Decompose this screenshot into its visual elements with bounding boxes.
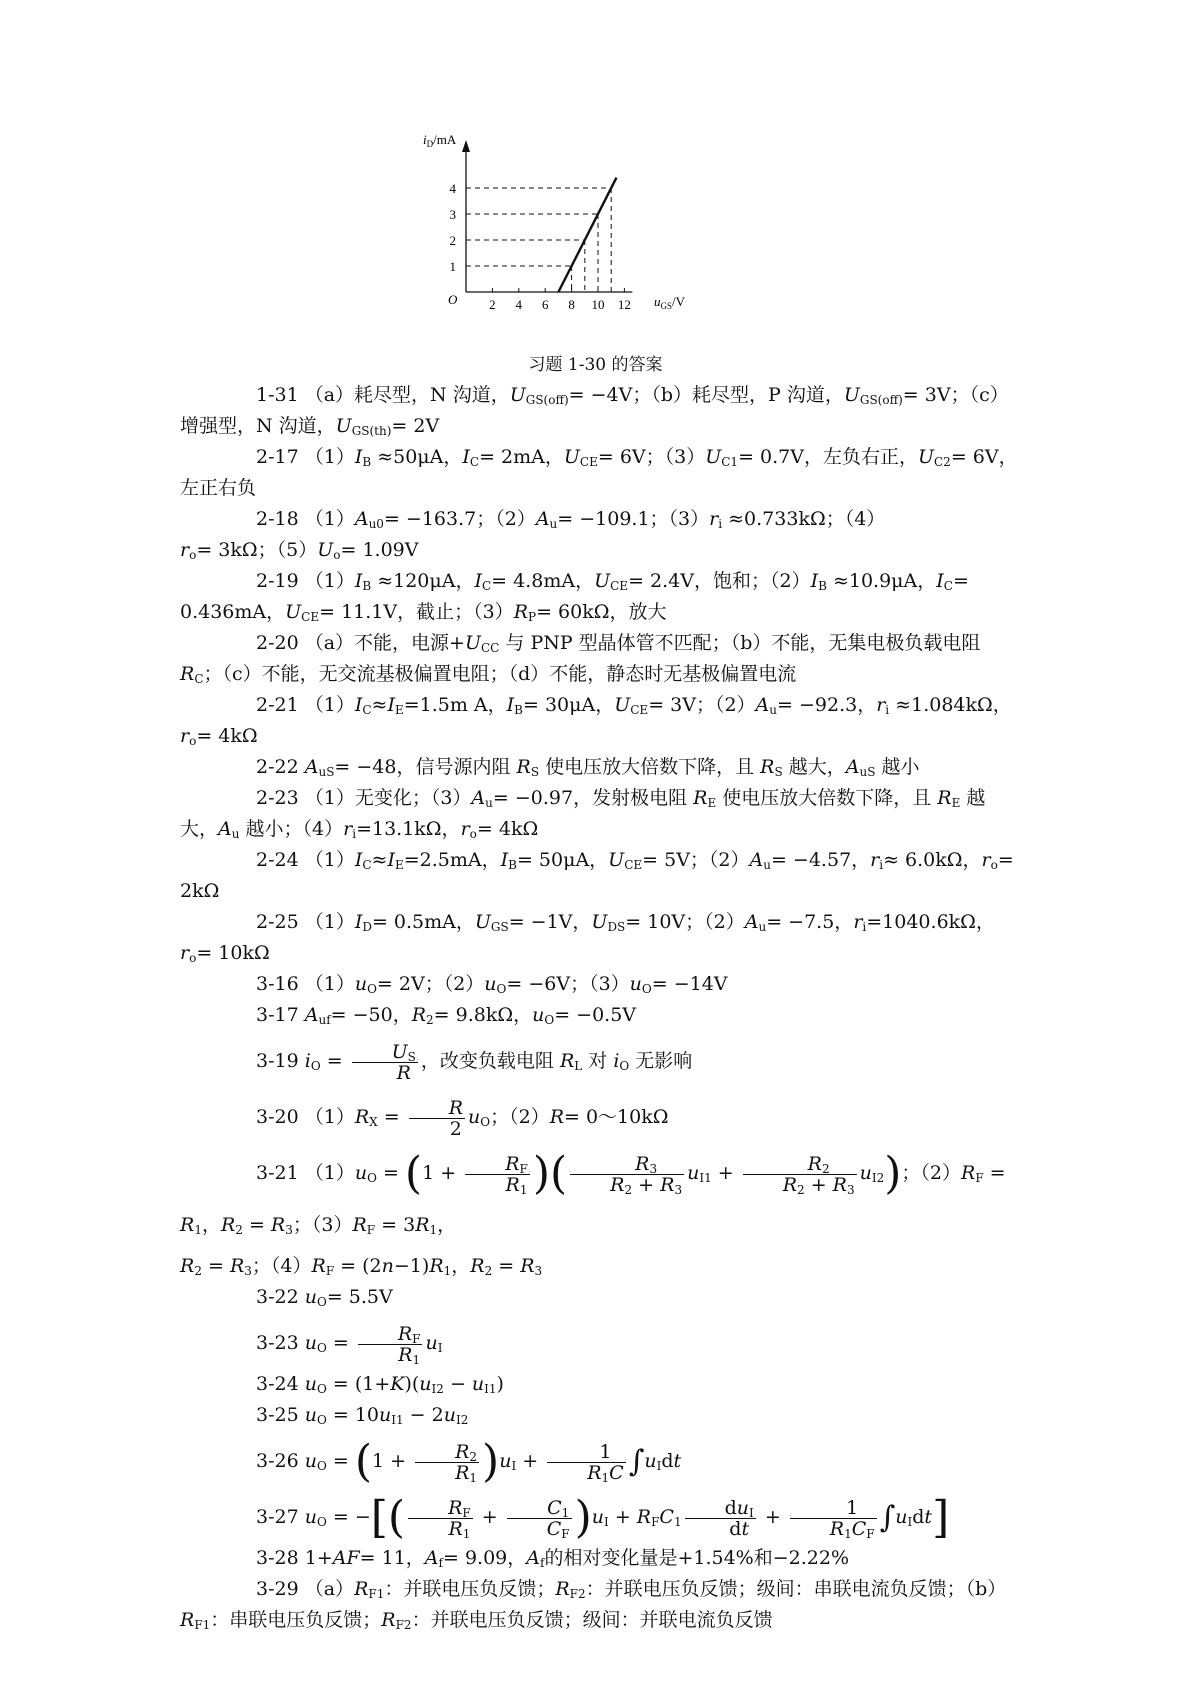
answer-3-29: 3-29 $(a)R_{F1}$：并联电压负反馈；$R_{F2}$：并联电压负反馈；级间：串联电流负反馈；$(b)R_{F1}$：串联电压负反馈；$R_{F2}$：并联电压负反馈；级间：并联电流负反馈 xyxy=(180,1578,1007,1632)
answer-2-20: 2-20 （a）不能，电源$+U_{CC}$ 与 PNP 型晶体管不匹配；（b）不能，无集电极负载电阻 $R_C$；（c）不能，无交流基极偏置电阻；（d）不能，静态时无基极偏置电流 xyxy=(180,632,981,686)
answer-list xyxy=(180,380,1020,1636)
answer-3-19: 3-19 $i_O$ = $\frac{U_S}{R}$ ，改变负载电阻 $R_L$ 对 $i_O$ 无影响 xyxy=(256,1040,693,1084)
y-axis-label: $i_D/mA$ xyxy=(423,132,457,149)
y-tick-label: 3 xyxy=(449,207,456,222)
transfer-characteristic-chart xyxy=(423,132,760,350)
answer-3-25: 3-25 $u_O = 10u_{I1} - 2u_{I2}$ xyxy=(256,1404,469,1427)
chart-axes xyxy=(462,140,632,292)
transfer-characteristic-figure xyxy=(423,132,760,370)
answer-3-22: 3-22 $u_O= 5.5V$ xyxy=(256,1286,393,1309)
answer-2-22: 2-22 $A_{uS}= -48$，信号源内阻 $R_S$ 使电压放大倍数下降，且 $R_S$ 越大，$A_{uS}$ 越小 xyxy=(256,756,920,779)
answer-code: 1-31 xyxy=(256,384,299,406)
answer-2-25: 2-25 $(1)I_D= 0.5mA$，$U_{GS}= -1V$，$U_{DS}= 10V$；$(2)A_u= -7.5$，$r_i=1040.6k\Omega$，$r_o= 10k\Omega$ xyxy=(180,911,995,965)
x-tick-label: 6 xyxy=(541,297,549,312)
x-tick-label: 10 xyxy=(591,297,605,312)
fraction-us-over-r: $\frac{U_S}{R}$ xyxy=(352,1042,418,1083)
x-tick-label: 12 xyxy=(617,297,631,312)
y-tick-label: 1 xyxy=(449,259,456,274)
answer-3-24: 3-24 $u_O = (1+K)(u_{I2} - u_{I1})$ xyxy=(256,1373,504,1396)
answer-2-18: 2-18 $(1)A_{u0}= -163.7$；$(2)A_u= -109.1$；$(3)r_i \approx 0.733k\Omega$；$(4)r_o= 3k\Omega$；$(5)U_o= 1.09V$ xyxy=(180,508,886,562)
answer-2-23: 2-23 （1）无变化；$(3)A_u= -0.97$，发射极电阻 $R_E$ 使电压放大倍数下降，且 $R_E$ 越大，$A_u$ 越小；$(4)r_i=13.1k\Omega$，$r_o= 4k\Omega$ xyxy=(180,787,986,841)
x-tick-label: 2 xyxy=(489,297,496,312)
answer-3-28: 3-28 1+AF= 11，$A_f= 9.09$，$A_f$的相对变化量是+1.54%和−2.22% xyxy=(256,1547,849,1570)
figure-caption: 习题 1-30 的答案 xyxy=(528,355,663,375)
x-tick-label: 4 xyxy=(515,297,523,312)
chart-series-line xyxy=(558,178,616,292)
answer-2-19: 2-19 $(1)I_B \approx 120\mu A$，$I_C= 4.8mA$，$U_{CE}= 2.4V$，饱和；$(2)I_B \approx 10.9\mu A$，$I_C= 0.436mA$，$U_{CE}= 11.1V$，截止；$(3)R_P= 60k\Omega$，放大 xyxy=(180,570,969,624)
x-axis-label: $u_{GS}/V$ xyxy=(654,294,686,311)
answer-3-23: 3-23 $u_O$ = $\frac{R_F}{R_1}$ $u_I$ xyxy=(256,1322,443,1367)
answer-3-16: 3-16 $(1)u_O= 2V$；$(2)u_O= -6V$；$(3)u_O= -14V$ xyxy=(256,973,728,996)
series-line xyxy=(558,178,616,292)
y-axis-arrow xyxy=(462,140,470,152)
answer-3-26: 3-26 $u_O = (1$ + $\frac{R_2}{R_1}$ )$u_I$ + $\frac{1}{R_1C}$ $\int u_Idt$ xyxy=(256,1436,682,1487)
origin-label: O xyxy=(448,292,458,307)
y-tick-label: 4 xyxy=(449,181,456,196)
answer-2-24: 2-24 $(1)I_C\approx I_E=2.5mA$，$I_B= 50\mu A$，$U_{CE}= 5V$；$(2)A_u= -4.57$，$r_i\approx 6.0k\Omega$，$r_o= 2k\Omega$ xyxy=(180,849,1014,902)
chart-dashed-guides xyxy=(466,188,611,292)
answer-3-20: 3-20 $(1)R_X$ = $\frac{R}{2}$ $u_O$；（2）R= 0～10kΩ xyxy=(256,1096,669,1140)
answer-1-31: 1-31 （a）耗尽型，N 沟道，$U_{GS(off)}= -4V$；（b）耗尽型，P 沟道，$U_{GS(off)}= 3V$；（c）增强型，N 沟道，$U_{GS(th)}= 2V$ xyxy=(180,380,1020,442)
answer-3-21: 3-21 $(1)u_O = (1$ + $\frac{R_F}{R_1}$ )( $\frac{R_3}{R_2 + R_3}$ $u_{I1}$ + $\frac{R_2}{R_2 + R_3}$ $u_{I2}$)；$(2)R_F = R_1$，$R_2 = R_3$；$(3)R_F = 3R_1$， xyxy=(180,1148,1006,1237)
answer-2-17: 2-17 $(1)I_B \approx 50\mu A$，$I_C= 2mA$，$U_{CE}= 6V$；$(3)U_{C1}= 0.7V$，左负右正，$U_{C2}= 6V$，左正右负 xyxy=(180,446,1018,499)
y-tick-label: 2 xyxy=(449,233,456,248)
answer-2-21: 2-21 $(1)I_C\approx I_E=1.5m$ A，$I_B= 30\mu A$，$U_{CE}= 3V$；$(2)A_u= -92.3$，$r_i \approx 1.084k\Omega$，$r_o= 4k\Omega$ xyxy=(180,694,1012,748)
answer-3-17: 3-17 $A_{uf}= -50$，$R_2= 9.8k\Omega$，$u_O= -0.5V$ xyxy=(256,1004,637,1027)
answer-3-27: 3-27 $u_O$ = −[( $\frac{R_F}{R_1}$ + $\frac{C_1}{C_F}$ )$u_I + R_FC_1$ $\frac{du_I}{dt}$ + $\frac{1}{R_1C_F}$ $\int u_Idt$] xyxy=(256,1492,950,1543)
answer-3-21-cont: $R_2 = R_3$；$(4)R_F = (2n-1)R_1$，$R_2 = R_3$ xyxy=(180,1255,543,1278)
x-tick-label: 8 xyxy=(568,297,575,312)
